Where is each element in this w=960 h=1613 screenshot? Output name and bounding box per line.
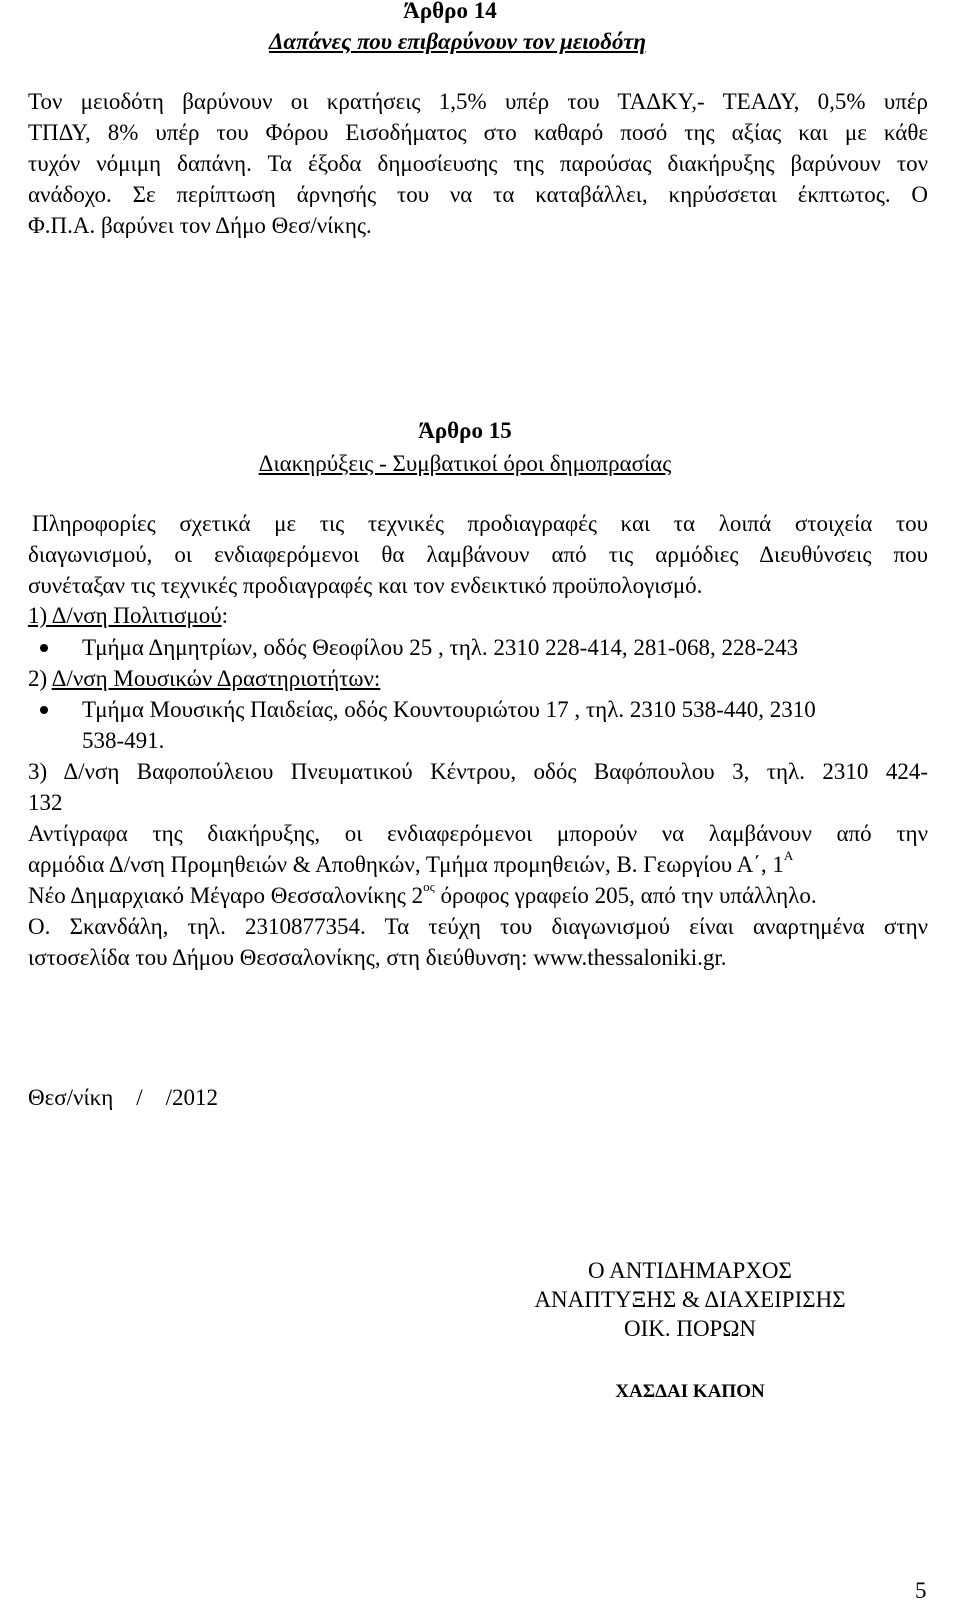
copies-line-2-text: αρμόδια Δ/νση Προμηθειών & Αποθηκών, Τμήμα προμηθειών, Β. Γεωργίου Α΄, 1 (28, 852, 784, 877)
article-14-line-4: ανάδοχο. Σε περίπτωση άρνησής του να τα καταβάλλει, κηρύσσεται έκπτωτος. Ο (28, 182, 928, 207)
copies-line-2-superscript: Α (783, 848, 794, 864)
article-14-line-3: τυχόν νόμιμη δαπάνη. Τα έξοδα δημοσίευσης της παρούσας διακήρυξης βαρύνουν τον (28, 151, 928, 176)
department-2-name: Δ/νση Μουσικών Δραστηριοτήτων: (51, 666, 381, 691)
bullet-icon (40, 706, 48, 714)
article-15-intro-line-3: συνέταξαν τις τεχνικές προδιαγραφές και τον ενδεικτικό προϋπολογισμό. (28, 573, 703, 598)
article-14-line-2: ΤΠΔΥ, 8% υπέρ του Φόρου Εισοδήματος στο καθαρό ποσό της αξίας και με κάθε (28, 120, 928, 145)
copies-line-3-rest: όροφος γραφείο 205, από την υπάλληλο. (434, 883, 817, 908)
page-number: 5 (915, 1578, 927, 1603)
article-14-heading: Άρθρο 14 (403, 0, 497, 23)
department-3-line-1: 3) Δ/νση Βαφοπούλειου Πνευματικού Κέντρου, οδός Βαφόπουλου 3, τηλ. 2310 424- (28, 759, 928, 784)
article-15-heading: Άρθρο 15 (418, 418, 512, 443)
article-15-subheading: Διακηρύξεις - Συμβατικοί όροι δημοπρασίας (258, 451, 672, 476)
signature-title-line-3: ΟΙΚ. ΠΟΡΩΝ (623, 1316, 757, 1341)
article-14-line-1: Τον μειοδότη βαρύνουν οι κρατήσεις 1,5% υπέρ του ΤΑΔΚΥ,- ΤΕΑΔΥ, 0,5% υπέρ (28, 89, 928, 114)
copies-line-3-text: Νέο Δημαρχιακό Μέγαρο Θεσσαλονίκης 2 (28, 883, 424, 908)
signatory-name: ΧΑΣΔΑΙ ΚΑΠΟΝ (615, 1381, 765, 1402)
department-1 (28, 600, 228, 632)
copies-line-3 (28, 880, 817, 912)
bullet-icon (40, 644, 48, 652)
department-3-line-2: 132 (28, 790, 63, 815)
signature-title-line-2: ΑΝΑΠΤΥΞΗΣ & ΔΙΑΧΕΙΡΙΣΗΣ (534, 1287, 846, 1312)
department-1-contact: Τμήμα Δημητρίων, οδός Θεοφίλου 25 , τηλ. 2310 228-414, 281-068, 228-243 (82, 635, 799, 660)
copies-line-4: Ο. Σκανδάλη, τηλ. 2310877354. Τα τεύχη του διαγωνισμού είναι αναρτημένα στην (28, 914, 928, 939)
copies-line-3-superscript: ος (423, 879, 435, 895)
signature-title-line-1: Ο ΑΝΤΙΔΗΜΑΡΧΟΣ (588, 1258, 792, 1283)
department-2-prefix: 2) (28, 666, 52, 691)
copies-line-1: Αντίγραφα της διακήρυξης, οι ενδιαφερόμενοι μπορούν να λαμβάνουν από την (28, 821, 928, 846)
article-14-line-5: Φ.Π.Α. βαρύνει τον Δήμο Θεσ/νίκης. (28, 213, 372, 238)
article-15-intro-line-2: διαγωνισμού, οι ενδιαφερόμενοι θα λαμβάνουν από τις αρμόδιες Διευθύνσεις που (28, 542, 928, 567)
department-2 (28, 663, 380, 695)
department-2-contact-line-2: 538-491. (82, 728, 165, 753)
department-1-prefix: 1) (28, 603, 52, 628)
copies-line-5: ιστοσελίδα του Δήμου Θεσσαλονίκης, στη διεύθυνση: www.thessaloniki.gr. (28, 945, 727, 970)
article-15-intro-line-1: Πληροφορίες σχετικά με τις τεχνικές προδιαγραφές και τα λοιπά στοιχεία του (32, 511, 928, 536)
department-1-name: Δ/νση Πολιτισμού (51, 603, 222, 628)
department-1-suffix: : (221, 603, 229, 628)
place-date: Θεσ/νίκη / /2012 (28, 1085, 219, 1110)
article-14-subheading: Δαπάνες που επιβαρύνουν τον μειοδότη (269, 29, 646, 54)
department-2-contact-line-1: Τμήμα Μουσικής Παιδείας, οδός Κουντουριώτου 17 , τηλ. 2310 538-440, 2310 (82, 697, 816, 722)
copies-line-2 (28, 849, 793, 881)
